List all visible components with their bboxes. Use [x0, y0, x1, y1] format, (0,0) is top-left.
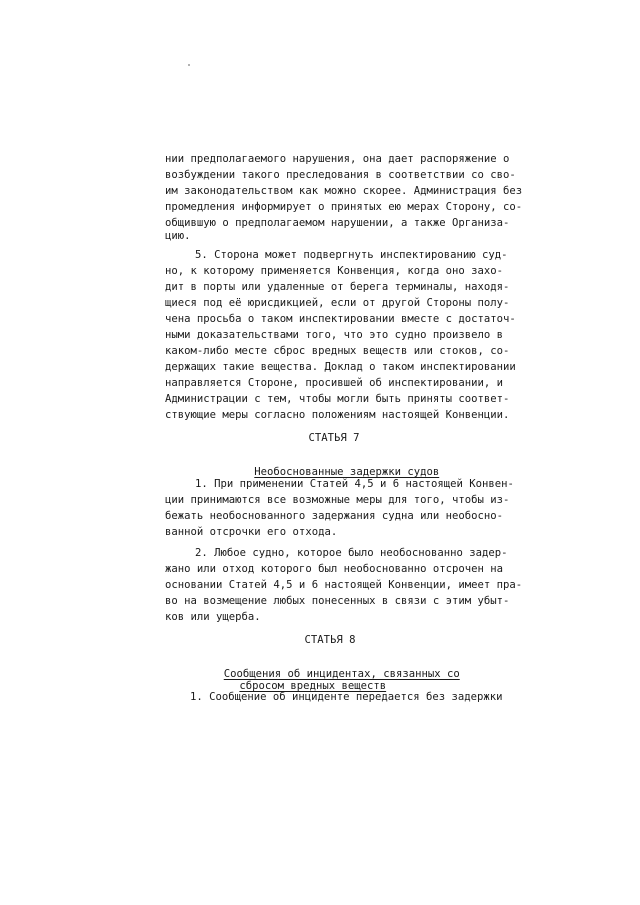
text-line: 2. Любое судно, которое было необоснованно задер-	[195, 547, 508, 559]
text-line: но, к которому применяется Конвенция, когда оно захо-	[165, 265, 504, 277]
text-line: 1. При применении Статей 4,5 и 6 настоящей Конвен-	[195, 478, 514, 490]
text-line: возбуждении такого преследования в соответствии со сво-	[165, 169, 516, 181]
text-line: общившую о предполагаемом нарушении, а также Организа-	[165, 217, 510, 229]
text-line: дит в порты или удаленные от берега терминалы, находя-	[165, 281, 510, 293]
text-line: ными доказательствами того, что это судно произвело в	[165, 329, 504, 341]
scan-speck	[188, 64, 190, 66]
text-line: бежать необоснованного задержания судна или необосно-	[165, 510, 504, 522]
text-line: каком-либо месте сброс вредных веществ или стоков, со-	[165, 345, 510, 357]
article-8-subtitle-text: сбросом вредных веществ	[239, 680, 387, 692]
article-7-title: СТАТЬЯ 7	[308, 432, 360, 444]
text-line: промедления информирует о принятых ею мерах Сторону, со-	[165, 201, 523, 213]
text-line: держащих такие вещества. Доклад о таком инспектировании	[165, 361, 516, 373]
text-line: цию.	[165, 230, 191, 242]
text-line: ции принимаются все возможные меры для того, чтобы из-	[165, 494, 510, 506]
text-line: чена просьба о таком инспектировании вместе с достаточ-	[165, 313, 516, 325]
text-line: 5. Сторона может подвергнуть инспектированию суд-	[195, 249, 508, 261]
text-line: 1. Сообщение об инциденте передается без задержки	[190, 691, 503, 703]
text-line: нии предполагаемого нарушения, она дает распоряжение о	[165, 153, 510, 165]
text-line: щиеся под её юрисдикцией, если от другой Стороны полу-	[165, 297, 510, 309]
text-line: направляется Стороне, просившей об инспектировании, и	[165, 377, 504, 389]
text-line: ков или ущерба.	[165, 611, 261, 623]
text-line: жано или отход которого был необоснованно отсрочен на	[165, 563, 504, 575]
article-7-subtitle-text: Необоснованные задержки судов	[254, 466, 440, 478]
article-8-subtitle-text: Сообщения об инцидентах, связанных со	[223, 668, 460, 680]
text-line: ванной отсрочки его отхода.	[165, 526, 338, 538]
article-8-title: СТАТЬЯ 8	[304, 634, 356, 646]
text-line: основании Статей 4,5 и 6 настоящей Конвенции, имеет пра-	[165, 579, 523, 591]
text-line: Администрации с тем, чтобы могли быть приняты соответ-	[165, 393, 510, 405]
text-line: во на возмещение любых понесенных в связи с этим убыт-	[165, 595, 510, 607]
text-line: ствующие меры согласно положениям настоящей Конвенции.	[165, 409, 510, 421]
text-line: им законодательством как можно скорее. Администрация без	[165, 185, 523, 197]
